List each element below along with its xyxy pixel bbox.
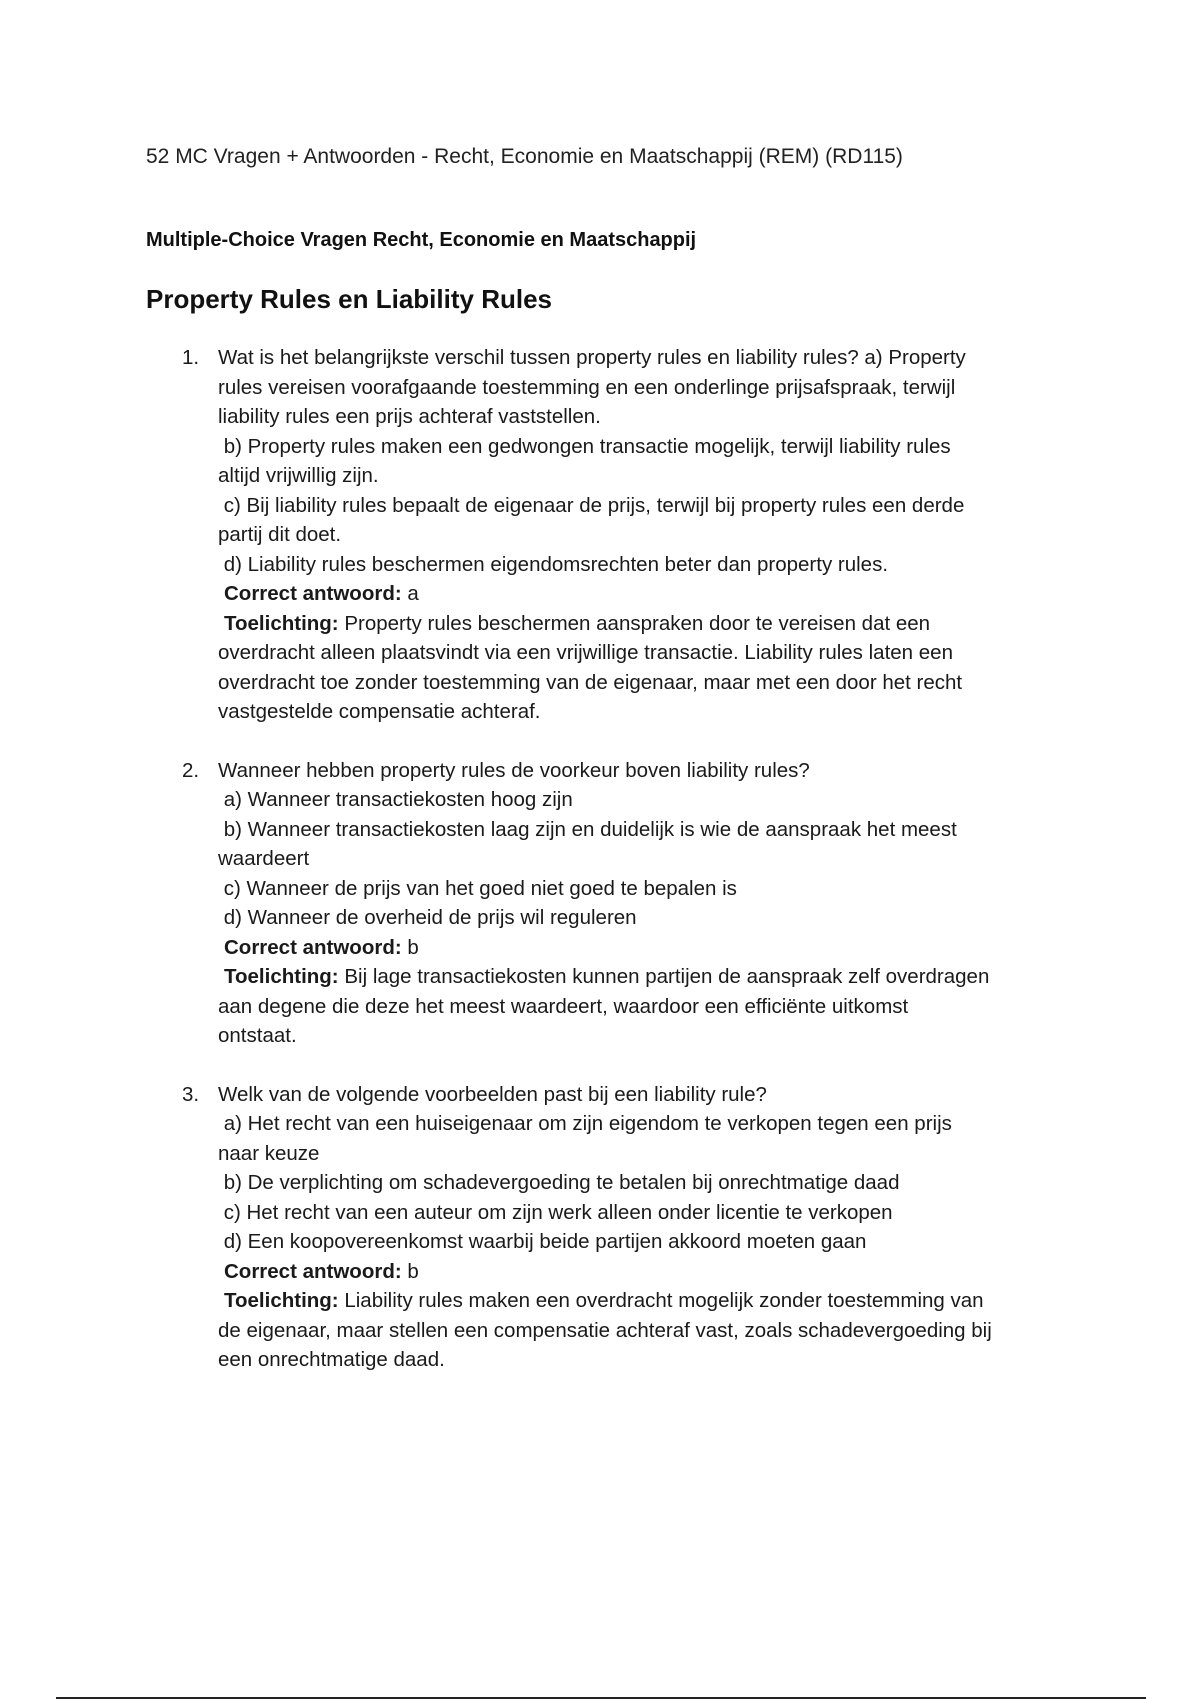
question-list	[176, 343, 1066, 1404]
explanation-text: overdracht toe zonder toestemming van de eigenaar, maar met een door het recht	[218, 670, 963, 694]
answer-option: a) Wanneer transactiekosten hoog zijn	[218, 788, 573, 811]
question-item	[176, 1080, 1066, 1375]
answer-option: c) Het recht van een auteur om zijn werk alleen onder licentie te verkopen	[218, 1200, 893, 1224]
document-subtitle: Multiple-Choice Vragen Recht, Economie en Maatschappij	[146, 229, 697, 251]
question-item	[176, 756, 1066, 1051]
explanation-label: Toelichting:	[224, 965, 339, 988]
answer-option: b) De verplichting om schadevergoeding te betalen bij onrechtmatige daad	[218, 1171, 900, 1194]
explanation-text: Liability rules maken een overdracht mogelijk zonder toestemming van	[338, 1289, 984, 1312]
question-number: 3.	[182, 1082, 200, 1106]
question-text: Wat is het belangrijkste verschil tussen property rules en liability rules? a) Property	[218, 346, 966, 369]
answer-option: d) Wanneer de overheid de prijs wil reguleren	[218, 906, 637, 929]
question-item	[176, 343, 1066, 727]
answer-option: partij dit doet.	[218, 523, 342, 546]
correct-answer-label: Correct antwoord:	[224, 1259, 402, 1283]
question-text: rules vereisen voorafgaande toestemming en een onderlinge prijsafspraak, terwijl	[218, 375, 956, 399]
correct-answer	[218, 579, 1066, 609]
question-number: 2.	[182, 758, 200, 782]
explanation-text: aan degene die deze het meest waardeert, waardoor een efficiënte uitkomst	[218, 994, 909, 1018]
explanation-label: Toelichting:	[224, 611, 339, 635]
explanation	[218, 609, 1066, 639]
correct-answer	[218, 933, 1066, 963]
answer-option: c) Bij liability rules bepaalt de eigenaar de prijs, terwijl bij property rules een derde	[218, 493, 965, 517]
explanation-text: Property rules beschermen aanspraken door te vereisen dat een	[338, 611, 931, 635]
answer-option: a) Het recht van een huiseigenaar om zijn eigendom te verkopen tegen een prijs	[218, 1112, 952, 1135]
correct-answer-label: Correct antwoord:	[224, 935, 402, 959]
section-title: Property Rules en Liability Rules	[146, 284, 552, 314]
page-divider	[56, 1697, 1146, 1699]
correct-answer-value: a	[401, 582, 419, 605]
explanation-label: Toelichting:	[224, 1289, 339, 1312]
answer-option: d) Een koopovereenkomst waarbij beide partijen akkoord moeten gaan	[218, 1230, 867, 1253]
explanation-text: de eigenaar, maar stellen een compensatie achteraf vast, zoals schadevergoeding bij	[218, 1318, 992, 1342]
answer-option: d) Liability rules beschermen eigendomsrechten beter dan property rules.	[218, 552, 889, 576]
explanation	[218, 1286, 1066, 1316]
correct-answer-value: b	[401, 935, 419, 959]
question-number: 1.	[182, 346, 200, 369]
question-text: liability rules een prijs achteraf vaststellen.	[218, 405, 601, 428]
explanation-text: een onrechtmatige daad.	[218, 1348, 445, 1371]
document-header: 52 MC Vragen + Antwoorden - Recht, Economie en Maatschappij (REM) (RD115)	[146, 145, 903, 168]
correct-answer-label: Correct antwoord:	[224, 582, 402, 605]
question-text: Welk van de volgende voorbeelden past bij een liability rule?	[218, 1082, 767, 1106]
answer-option: b) Wanneer transactiekosten laag zijn en duidelijk is wie de aanspraak het meest	[218, 817, 957, 841]
answer-option: altijd vrijwillig zijn.	[218, 464, 379, 487]
answer-option: c) Wanneer de prijs van het goed niet goed te bepalen is	[218, 876, 737, 900]
explanation-text: Bij lage transactiekosten kunnen partijen de aanspraak zelf overdragen	[338, 965, 990, 988]
explanation-text: ontstaat.	[218, 1024, 297, 1047]
correct-answer	[218, 1257, 1066, 1287]
answer-option: naar keuze	[218, 1141, 320, 1165]
answer-option: b) Property rules maken een gedwongen transactie mogelijk, terwijl liability rules	[218, 434, 951, 458]
answer-option: waardeert	[218, 847, 310, 870]
explanation-text: overdracht alleen plaatsvindt via een vrijwillige transactie. Liability rules laten een	[218, 641, 953, 664]
explanation-text: vastgestelde compensatie achteraf.	[218, 700, 541, 723]
question-text: Wanneer hebben property rules de voorkeur boven liability rules?	[218, 758, 810, 782]
correct-answer-value: b	[401, 1259, 419, 1283]
explanation	[218, 962, 1066, 992]
